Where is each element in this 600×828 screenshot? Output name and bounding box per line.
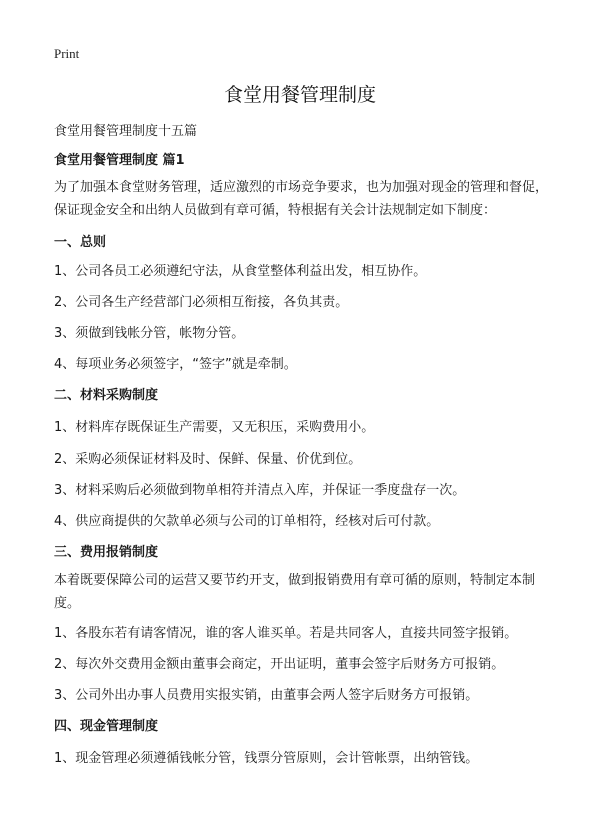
list-item: 2、公司各生产经营部门必须相互衔接，各负其责。: [54, 295, 349, 310]
heading-material-purchase: 二、材料采购制度: [54, 388, 159, 403]
list-item: 1、现金管理必须遵循钱帐分管，钱票分管原则，会计管帐票，出纳管钱。: [54, 751, 479, 766]
list-item: 1、材料库存既保证生产需要，又无积压，采购费用小。: [54, 420, 375, 435]
heading-cash-management: 四、现金管理制度: [54, 719, 159, 734]
heading-general: 一、总则: [54, 235, 107, 250]
list-item: 1、各股东若有请客情况，谁的客人谁买单。若是共同客人，直接共同签字报销。: [54, 626, 518, 641]
section-heading: 食堂用餐管理制度 篇1: [54, 153, 185, 168]
document-title: 食堂用餐管理制度: [223, 84, 376, 106]
list-item: 2、每次外交费用金额由董事会商定，开出证明，董事会签字后财务方可报销。: [54, 657, 505, 672]
list-item: 1、公司各员工必须遵纪守法，从食堂整体利益出发，相互协作。: [54, 264, 427, 279]
intro-paragraph: 为了加强本食堂财务管理，适应激烈的市场竞争要求，也为加强对现金的管理和督促，保证现金安全和出纳人员做到有章可循，特根据有关会计法规制定如下制度：: [54, 180, 549, 218]
list-item: 2、采购必须保证材料及时、保鲜、保量、价优到位。: [54, 452, 362, 467]
list-item: 4、供应商提供的欠款单必须与公司的订单相符，经核对后可付款。: [54, 514, 440, 529]
heading-expense-reimbursement: 三、费用报销制度: [54, 545, 159, 560]
list-item: 3、公司外出办事人员费用实报实销，由董事会两人签字后财务方可报销。: [54, 688, 479, 703]
list-item: 3、材料采购后必须做到物单相符并清点入库，并保证一季度盘存一次。: [54, 483, 466, 498]
expense-intro-paragraph: 本着既要保障公司的运营又要节约开支，做到报销费用有章可循的原则，特制定本制度。: [54, 573, 536, 611]
print-link[interactable]: Print: [54, 46, 80, 61]
list-item: 3、须做到钱帐分管，帐物分管。: [54, 326, 245, 341]
document-subtitle: 食堂用餐管理制度十五篇: [54, 124, 198, 139]
list-item: 4、每项业务必须签字，“签字”就是牵制。: [54, 357, 297, 372]
